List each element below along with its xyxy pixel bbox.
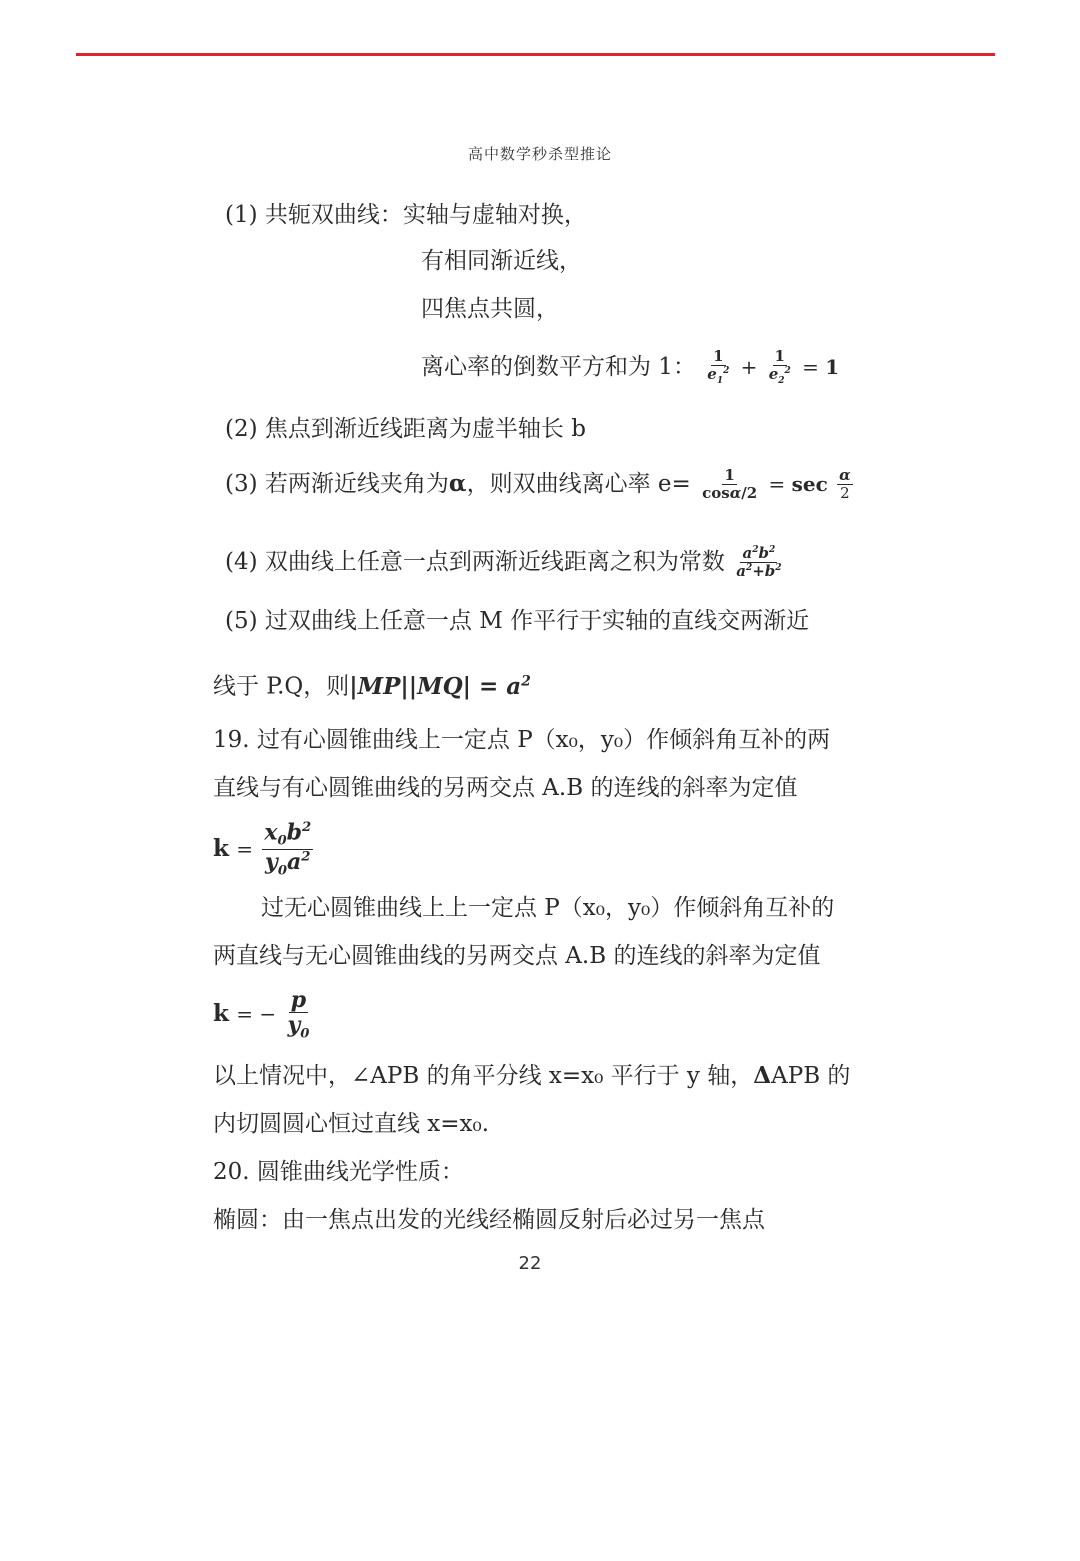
- item-1-text: 实轴与虚轴对换，: [402, 202, 587, 228]
- item-5-line-2: [213, 666, 531, 702]
- item-4-line: [225, 540, 786, 584]
- section-19-line-3: 过无心圆锥曲线上上一定点 P（x₀，y₀）作倾斜角互补的: [261, 895, 835, 921]
- running-title: 高中数学秒杀型推论: [467, 145, 612, 163]
- header-rule: [76, 53, 995, 56]
- section-19-line-2: 直线与有心圆锥曲线的另两交点 A.B 的连线的斜率为定值: [213, 775, 798, 801]
- item-5-line: (5) 过双曲线上任意一点 M 作平行于实轴的直线交两渐近: [225, 608, 810, 634]
- item-2-line: (2) 焦点到渐近线距离为虚半轴长 b: [225, 416, 586, 442]
- item-3-line: [225, 462, 855, 506]
- item-1-label: (1) 共轭双曲线：: [225, 202, 403, 228]
- section-20-line-1: 20. 圆锥曲线光学性质：: [213, 1159, 464, 1185]
- slope-formula-noncentral: k = − $\frac{p}{y_0}$: [213, 986, 310, 1041]
- item-1-line-4: [421, 345, 839, 389]
- triangle-symbol: Δ: [753, 1062, 772, 1089]
- distance-product-formula: $\frac{a^2b^2}{a^2+b^2}$: [736, 544, 782, 581]
- item-1-line-2: 有相同渐近线，: [421, 248, 582, 274]
- section-19-text-a: 以上情况中，∠APB 的角平分线 x=x₀ 平行于 y 轴，: [213, 1063, 754, 1089]
- section-19-line-6: 内切圆圆心恒过直线 x=x₀.: [213, 1111, 490, 1137]
- item-4-text: (4) 双曲线上任意一点到两渐近线距离之积为常数: [225, 549, 725, 575]
- section-19-line-1: 19. 过有心圆锥曲线上一定点 P（x₀，y₀）作倾斜角互补的两: [213, 727, 831, 753]
- item-5-text: 线于 P.Q，则: [213, 673, 350, 700]
- alpha-symbol: α: [448, 470, 467, 497]
- item-1-line-3: 四焦点共圆，: [421, 296, 559, 322]
- section-19-line-4: 两直线与无心圆锥曲线的另两交点 A.B 的连线的斜率为定值: [213, 943, 821, 969]
- eccentricity-sum-text: 离心率的倒数平方和为 1：: [421, 354, 696, 380]
- slope-formula-central: k = $\frac{x_0b^2}{y_0a^2}$: [213, 819, 312, 879]
- mp-mq-formula: $|MP||MQ| = a^2$: [349, 672, 531, 700]
- item-1-line: [225, 200, 587, 230]
- page-number: 22: [518, 1253, 542, 1274]
- section-19-line-5: [213, 1061, 850, 1091]
- eccentricity-angle-formula: $\frac{1}{\cos\alpha/2}$ = sec $\frac{\alpha}{2}$: [702, 466, 851, 503]
- item-3-text-a: (3) 若两渐近线夹角为: [225, 471, 449, 497]
- eccentricity-sum-formula: $\frac{1}{e_1^2}$ + $\frac{1}{e_2^2}$ = 1: [707, 347, 840, 386]
- item-3-text-b: ，则双曲线离心率 e=: [466, 471, 691, 497]
- section-19-text-b: APB 的: [771, 1063, 851, 1089]
- section-20-line-2: 椭圆：由一焦点出发的光线经椭圆反射后必过另一焦点: [213, 1207, 765, 1233]
